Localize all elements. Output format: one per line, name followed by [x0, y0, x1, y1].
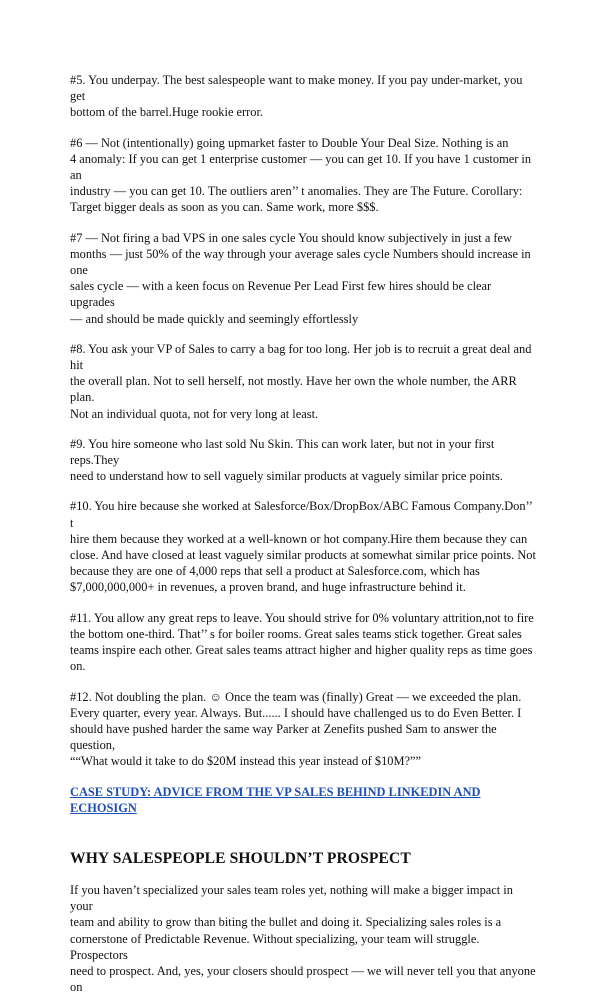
case-study-link[interactable]: CASE STUDY: ADVICE FROM THE VP SALES BEHIND LINKEDIN AND ECHOSIGN [70, 784, 481, 815]
section-heading: WHY SALESPEOPLE SHOULDN’T PROSPECT [70, 849, 411, 867]
paragraph-mistake-7: #7 — Not firing a bad VPS in one sales cycle You should know subjectively in just a few months — just 50% of the way through your average sales cycle Numbers should increase in one sales cycle — with a keen focus on Revenue Per Lead First few hires should be clear upgrades — and should be made quickly and seemingly effortlessly [70, 230, 531, 326]
paragraph-mistake-9: #9. You hire someone who last sold Nu Skin. This can work later, but not in your first reps.They need to understand how to sell vaguely similar products at vaguely similar price points. [70, 436, 503, 484]
paragraph-mistake-6: #6 — Not (intentionally) going upmarket faster to Double Your Deal Size. Nothing is an 4 anomaly: If you can get 1 enterprise customer — you can get 10. If you have 1 customer in an industry — you can get 10. The outliers aren’’ t anomalies. They are The Future. Corollary: Target bigger deals as soon as you can. Same work, more $$$. [70, 135, 532, 215]
paragraph-mistake-10: #10. You hire because she worked at Salesforce/Box/DropBox/ABC Famous Company.Don’’ t hire them because they worked at a well-known or hot company.Hire them because they can close. And have closed at least vaguely similar products at somewhat similar price points. Not because they are one of 4,000 reps that sell a product at Salesforce.com, which has $7,000,000,000+ in revenues, a proven brand, and huge infrastructure behind it. [70, 499, 536, 595]
closing-paragraph: If you haven’t specialized your sales team roles yet, nothing will make a bigger impact in your team and ability to grow than biting the bullet and doing it. Specializing sales roles is a cornerstone of Predictable Revenue. Without specializing, your team will struggle. Prospectors need to prospect. And, yes, your closers should prospect — we will never tell you that anyone on [70, 882, 536, 995]
paragraph-mistake-11: #11. You allow any great reps to leave. You should strive for 0% voluntary attrition,not to fire the bottom one-third. That’’ s for boiler rooms. Great sales teams stick together. Great sales teams inspire each other. Great sales teams attract higher and higher quality reps as time goes on. [70, 610, 534, 674]
paragraph-mistake-5: #5. You underpay. The best salespeople want to make money. If you pay under-market, you get bottom of the barrel.Huge rookie error. [70, 73, 523, 120]
paragraph-mistake-8: #8. You ask your VP of Sales to carry a bag for too long. Her job is to recruit a great deal and hit the overall plan. Not to sell herself, not mostly. Have her own the whole number, the ARR plan. Not an individual quota, not for very long at least. [70, 341, 532, 421]
paragraph-mistake-12: #12. Not doubling the plan. ☺ Once the team was (finally) Great — we exceeded the plan. Every quarter, every year. Always. But...... I should have challenged us to do Even Better. I should have pushed harder the same way Parker at Zenefits pushed Sam to answer the question, ““What would it take to do $20M instead this year instead of $10M?”” [70, 689, 522, 769]
